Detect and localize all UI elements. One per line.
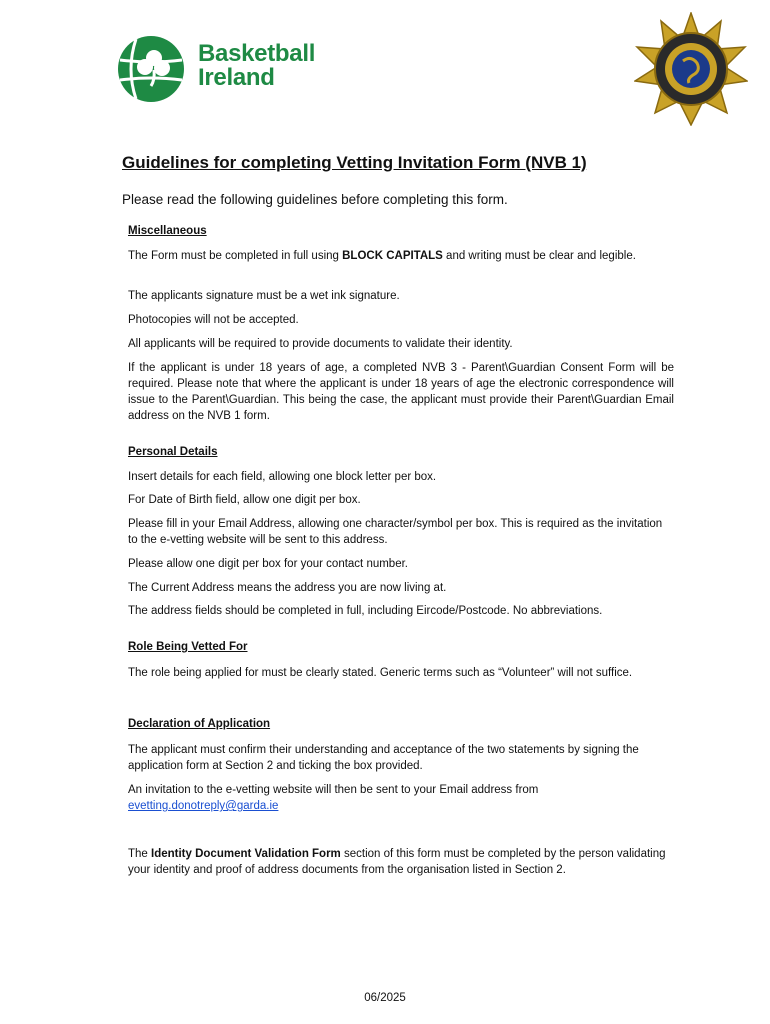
evetting-email-link[interactable]: evetting.donotreply@garda.ie — [128, 800, 279, 812]
declaration-paragraph-invitation — [128, 782, 674, 814]
personal-paragraph-address: The Current Address means the address you are now living at. — [128, 582, 447, 594]
logo-wordmark — [198, 42, 315, 90]
heading-miscellaneous: Miscellaneous — [128, 225, 207, 237]
declaration-paragraph-confirm: The applicant must confirm their understanding and acceptance of the two statements by signing the application form at Section 2 and ticking the box provided. — [128, 744, 639, 772]
misc-paragraph-identity: All applicants will be required to provide documents to validate their identity. — [128, 338, 513, 350]
declaration-invitation-text: An invitation to the e-vetting website will then be sent to your Email address from — [128, 784, 539, 796]
footer-date: 06/2025 — [364, 992, 406, 1004]
idv-text-start: The — [128, 848, 152, 860]
heading-declaration: Declaration of Application — [128, 718, 271, 730]
personal-paragraph-address-fields: The address fields should be completed in full, including Eircode/Postcode. No abbreviations. — [128, 605, 603, 617]
misc-p1-text-end: and writing must be clear and legible. — [442, 250, 636, 262]
page-title: Guidelines for completing Vetting Invitation Form (NVB 1) — [122, 153, 587, 172]
heading-role-being-vetted: Role Being Vetted For — [128, 641, 248, 653]
role-paragraph: The role being applied for must be clearly stated. Generic terms such as “Volunteer” will not suffice. — [128, 667, 633, 679]
basketball-shamrock-icon — [116, 34, 188, 104]
misc-paragraph-photocopies: Photocopies will not be accepted. — [128, 314, 299, 326]
misc-paragraph-signature: The applicants signature must be a wet ink signature. — [128, 290, 400, 302]
misc-p1-text: The Form must be completed in full using — [128, 250, 343, 262]
misc-paragraph-block-capitals — [128, 248, 674, 264]
declaration-paragraph-idv-form — [128, 846, 674, 878]
idv-form-bold: Identity Document Validation Form — [151, 848, 341, 860]
personal-paragraph-dob: For Date of Birth field, allow one digit per box. — [128, 494, 361, 506]
basketball-ireland-logo — [116, 34, 346, 104]
personal-paragraph-contact: Please allow one digit per box for your contact number. — [128, 558, 408, 570]
misc-paragraph-under-18: If the applicant is under 18 years of age, a completed NVB 3 - Parent\Guardian Consent Form will be required. Please note that where the applicant is under 18 years of age the electronic correspondence will issue to the Parent\Guardian. This being the case, the applicant must provide their Parent\Guardian Email address on the NVB 1 form. — [128, 362, 674, 422]
personal-paragraph-email: Please fill in your Email Address, allowing one character/symbol per box. This is required as the invitation to the e-vetting website will be sent to this address. — [128, 518, 663, 546]
logo-line-1: Basketball — [198, 40, 316, 67]
intro-text: Please read the following guidelines before completing this form. — [122, 192, 508, 207]
heading-personal-details: Personal Details — [128, 446, 218, 458]
logo-line-2: Ireland — [198, 64, 275, 91]
personal-paragraph-block-letter: Insert details for each field, allowing one block letter per box. — [128, 471, 437, 483]
misc-p1-bold: BLOCK CAPITALS — [342, 250, 443, 262]
garda-crest-icon — [634, 12, 748, 126]
idv-text-end: section of this form must be completed by the person validating your identity and proof of address documents from the organisation listed in Section 2. — [128, 848, 666, 876]
